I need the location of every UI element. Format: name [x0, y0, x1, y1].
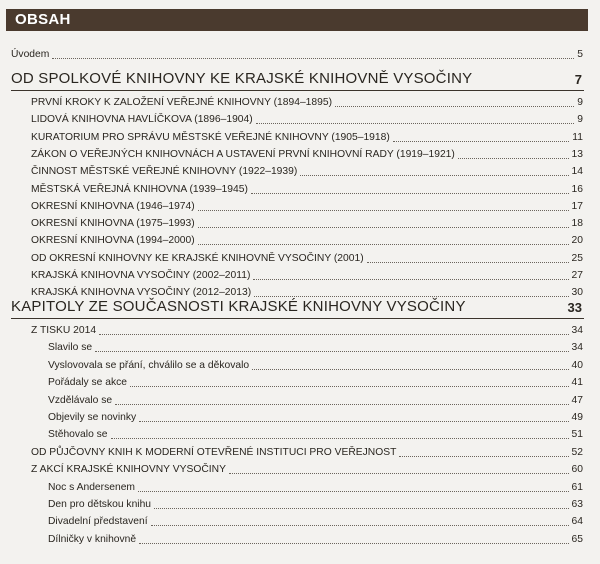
toc-entry[interactable] — [31, 253, 583, 265]
toc-entry-label: Pořádaly se akce — [48, 377, 127, 389]
dot-leader — [198, 210, 569, 211]
chapter-2-page: 33 — [567, 300, 582, 315]
toc-entry-page: 52 — [571, 446, 583, 458]
toc-subentry[interactable] — [48, 377, 583, 389]
dot-leader — [115, 404, 568, 405]
toc-entry-page: 40 — [571, 359, 583, 371]
dot-leader — [256, 123, 575, 124]
toc-entry-label: Dílničky v knihovně — [48, 533, 137, 545]
toc-entry-page: 47 — [571, 394, 583, 406]
toc-entry-page: 60 — [571, 464, 583, 476]
toc-subentry[interactable] — [48, 516, 583, 528]
toc-entry-label: OD OKRESNÍ KNIHOVNY KE KRAJSKÉ KNIHOVNĚ VYSOČINY (2001) — [31, 252, 364, 264]
dot-leader — [393, 141, 570, 142]
toc-entry-label: Vyslovovala se přání, chválilo se a děkovalo — [48, 359, 250, 371]
toc-subentry[interactable] — [48, 499, 583, 511]
chapter-1-title[interactable]: OD SPOLKOVÉ KNIHOVNY KE KRAJSKÉ KNIHOVNĚ VYSOČINY — [11, 70, 473, 87]
toc-entry-page: 20 — [571, 235, 583, 247]
dot-leader — [130, 386, 569, 387]
toc-entry-label: Úvodem — [11, 49, 50, 60]
toc-entry-page: 65 — [571, 533, 583, 545]
toc-entry[interactable] — [31, 464, 583, 476]
dot-leader — [139, 421, 568, 422]
toc-entry-page: 13 — [571, 148, 583, 160]
dot-leader — [111, 438, 569, 439]
toc-entry-label: Z TISKU 2014 — [31, 325, 97, 336]
toc-entry[interactable] — [31, 97, 583, 109]
toc-entry-page: 27 — [571, 270, 583, 281]
dot-leader — [138, 491, 569, 492]
toc-entry-page: 34 — [571, 325, 583, 336]
dot-leader — [198, 244, 569, 245]
toc-entry-intro[interactable] — [11, 49, 583, 61]
toc-subentry[interactable] — [48, 429, 583, 441]
toc-entry-label: ZÁKON O VEŘEJNÝCH KNIHOVNÁCH A USTAVENÍ PRVNÍ KNIHOVNÍ RADY (1919–1921) — [31, 148, 455, 160]
toc-entry[interactable] — [31, 270, 583, 282]
toc-entry-label: Z AKCÍ KRAJSKÉ KNIHOVNY VYSOČINY — [31, 464, 226, 476]
toc-entry[interactable] — [31, 287, 583, 299]
dot-leader — [300, 175, 568, 176]
dot-leader — [139, 543, 568, 544]
chapter-1-page: 7 — [574, 72, 582, 87]
toc-entry-page: 51 — [571, 429, 583, 441]
dot-leader — [99, 334, 568, 335]
toc-subentry[interactable] — [48, 395, 583, 407]
toc-entry-label: OD PŮJČOVNY KNIH K MODERNÍ OTEVŘENÉ INSTITUCI PRO VEŘEJNOST — [31, 446, 397, 458]
toc-entry-label: PRVNÍ KROKY K ZALOŽENÍ VEŘEJNÉ KNIHOVNY (1894–1895) — [31, 97, 333, 108]
toc-entry-label: KRAJSKÁ KNIHOVNA VYSOČINY (2012–2013) — [31, 287, 252, 299]
toc-entry[interactable] — [31, 132, 583, 144]
toc-entry[interactable] — [31, 166, 583, 178]
toc-entry-label: Den pro dětskou knihu — [48, 499, 152, 510]
toc-subentry[interactable] — [48, 342, 583, 354]
toc-entry-label: Objevily se novinky — [48, 412, 137, 423]
toc-entry-label: OKRESNÍ KNIHOVNA (1994–2000) — [31, 235, 195, 247]
dot-leader — [399, 456, 568, 457]
toc-entry[interactable] — [31, 447, 583, 459]
dot-leader — [198, 227, 569, 228]
toc-subentry[interactable] — [48, 482, 583, 494]
toc-entry-page: 18 — [571, 218, 583, 230]
toc-entry-page: 11 — [572, 131, 583, 143]
toc-entry-page: 64 — [571, 516, 583, 528]
toc-entry-page: 9 — [577, 97, 583, 108]
toc-entry-label: Vzdělávalo se — [48, 394, 113, 406]
toc-subentry[interactable] — [48, 412, 583, 424]
toc-entry-page: 25 — [571, 252, 583, 264]
toc-entry-label: Noc s Andersenem — [48, 481, 135, 493]
chapter-2-title[interactable]: KAPITOLY ZE SOUČASNOSTI KRAJSKÉ KNIHOVNY VYSOČINY — [11, 298, 466, 315]
toc-subentry[interactable] — [48, 534, 583, 546]
toc-entry-page: 61 — [571, 481, 583, 493]
toc-entry-label: Stěhovalo se — [48, 429, 108, 441]
toc-entry-label: ČINNOST MĚSTSKÉ VEŘEJNÉ KNIHOVNY (1922–1939) — [31, 166, 298, 178]
toc-subentry[interactable] — [48, 360, 583, 372]
toc-entry-page: 9 — [577, 114, 583, 126]
toc-entry-page: 34 — [571, 342, 583, 354]
toc-entry-label: OKRESNÍ KNIHOVNA (1946–1974) — [31, 200, 195, 212]
toc-entry[interactable] — [31, 235, 583, 247]
toc-entry[interactable] — [31, 184, 583, 196]
dot-leader — [151, 525, 569, 526]
toc-title: OBSAH — [15, 11, 71, 28]
toc-entry-page: 17 — [571, 200, 583, 212]
toc-entry-label: LIDOVÁ KNIHOVNA HAVLÍČKOVA (1896–1904) — [31, 114, 253, 126]
toc-header-bar — [6, 9, 588, 31]
toc-entry-label: OKRESNÍ KNIHOVNA (1975–1993) — [31, 218, 195, 230]
toc-entry-label: Divadelní představení — [48, 516, 148, 528]
toc-entry-page: 30 — [571, 287, 583, 299]
toc-entry-label: MĚSTSKÁ VEŘEJNÁ KNIHOVNA (1939–1945) — [31, 183, 248, 195]
toc-entry-page: 63 — [571, 499, 583, 510]
toc-entry-page: 14 — [571, 166, 583, 178]
dot-leader — [95, 351, 568, 352]
toc-entry-page: 5 — [577, 49, 583, 60]
dot-leader — [251, 193, 569, 194]
dot-leader — [229, 473, 569, 474]
chapter-2-rule — [11, 318, 584, 319]
dot-leader — [367, 262, 569, 263]
toc-entry[interactable] — [31, 218, 583, 230]
dot-leader — [335, 106, 574, 107]
dot-leader — [252, 369, 568, 370]
toc-entry-label: KRAJSKÁ KNIHOVNA VYSOČINY (2002–2011) — [31, 270, 251, 281]
toc-entry-page: 41 — [571, 377, 583, 389]
dot-leader — [52, 58, 574, 59]
toc-entry-page: 16 — [571, 183, 583, 195]
toc-entry-page: 49 — [571, 412, 583, 423]
toc-entry-label: KURATORIUM PRO SPRÁVU MĚSTSKÉ VEŘEJNÉ KNIHOVNY (1905–1918) — [31, 131, 390, 143]
dot-leader — [254, 296, 568, 297]
toc-entry[interactable] — [31, 325, 583, 337]
toc-entry-label: Slavilo se — [48, 342, 93, 354]
dot-leader — [154, 508, 568, 509]
dot-leader — [458, 158, 569, 159]
dot-leader — [253, 279, 568, 280]
toc-entry[interactable] — [31, 149, 583, 161]
toc-entry[interactable] — [31, 114, 583, 126]
chapter-1-rule — [11, 90, 584, 91]
toc-entry[interactable] — [31, 201, 583, 213]
